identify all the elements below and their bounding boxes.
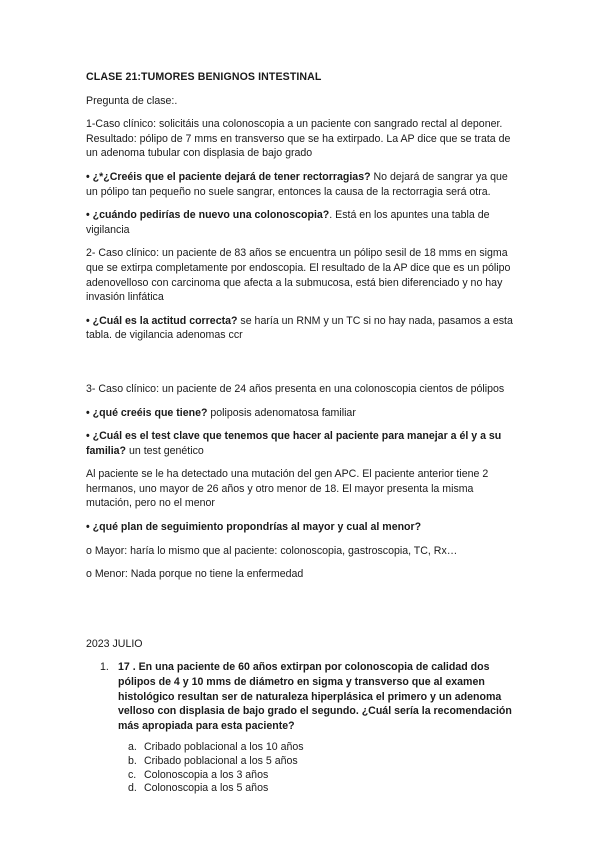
case1-question-2 [86, 208, 516, 237]
case2-q1-answer: se haría un RNM y un TC si no hay nada, pasamos a esta tabla. de vigilancia adenomas ccr [86, 314, 513, 342]
option-letter: b. [128, 755, 137, 767]
option-letter: a. [128, 741, 137, 754]
case3-menor: o Menor: Nada porque no tiene la enfermedad [86, 568, 304, 581]
option-text: Cribado poblacional a los 10 años [144, 741, 304, 754]
case2-text: 2- Caso clínico: un paciente de 83 años se encuentra un pólipo sesil de 18 mms en sigma que se extirpa completamente por endoscopia. El resultado de la AP dice que es un pólipo adenovelloso con carcinoma que afecta a la submucosa, está bien diferenciado y no hay invasión linfática [86, 247, 511, 304]
exam-question-number: 1. [100, 661, 109, 674]
document-content [86, 70, 516, 796]
answer-option [118, 755, 516, 769]
case3-q2-answer: un test genético [126, 444, 204, 457]
case3-question-1 [86, 406, 516, 421]
option-text: Colonoscopia a los 3 años [144, 768, 269, 781]
document-title: CLASE 21:TUMORES BENIGNOS INTESTINAL [86, 71, 322, 83]
answer-option [118, 782, 516, 796]
exam-label: 2023 JULIO [86, 637, 143, 650]
case1-q1-bold: • ¿*¿Creéis que el paciente dejará de tener rectorragias? [86, 170, 371, 183]
exam-question-text: 17 . En una paciente de 60 años extirpan por colonoscopia de calidad dos pólipos de 4 y 10 mms de diámetro en sigma y transverso que al examen histológico resultan ser de naturaleza hiperplásica el primero y un adenoma velloso con displasia de bajo grado el segundo. ¿Cuál sería la recomendación más apropiada para esta paciente? [118, 661, 512, 732]
case2-question-1 [86, 314, 516, 343]
answer-options [118, 741, 516, 795]
spacer [86, 591, 516, 637]
answer-option [118, 741, 516, 755]
case3-q3-bold: • ¿qué plan de seguimiento propondrías al mayor y cual al menor? [86, 521, 422, 534]
case3-q1-bold: • ¿qué creéis que tiene? [86, 406, 208, 419]
case3-detail: Al paciente se le ha detectado una mutación del gen APC. El paciente anterior tiene 2 hermanos, uno mayor de 26 años y otro menor de 18. El mayor presenta la misma mutación, pero no el menor [86, 468, 489, 510]
exam-question [86, 660, 516, 795]
intro-text: Pregunta de clase:. [86, 94, 178, 107]
case3-question-3 [86, 520, 516, 535]
case1-q2-bold: • ¿cuándo pedirías de nuevo una colonoscopia? [86, 209, 330, 222]
option-text: Cribado poblacional a los 5 años [144, 755, 298, 767]
spacer [86, 352, 516, 382]
case1-q2-answer: . Está en los apuntes una tabla de vigilancia [86, 209, 490, 236]
case3-text: 3- Caso clínico: un paciente de 24 años presenta en una colonoscopia cientos de pólipos [86, 382, 505, 395]
case1-text: 1-Caso clínico: solicitáis una colonoscopia a un paciente con sangrado rectal al deponer. Resultado: pólipo de 7 mms en transverso que se ha extirpado. La AP dice que se trata de un adenoma tubular con displasia de bajo grado [86, 118, 511, 160]
case2-q1-bold: • ¿Cuál es la actitud correcta? [86, 314, 238, 327]
case3-question-2 [86, 429, 516, 458]
case1-q1-answer: No dejará de sangrar ya que un pólipo tan pequeño no suele sangrar, entonces la causa de la rectorragia será otra. [86, 170, 508, 198]
answer-option [118, 769, 516, 783]
option-letter: c. [128, 768, 137, 781]
option-letter: d. [128, 782, 137, 795]
case3-q2-bold: • ¿Cuál es el test clave que tenemos que hacer al paciente para manejar a él y a su familia? [86, 430, 502, 457]
case1-question-1 [86, 170, 516, 199]
case3-mayor: o Mayor: haría lo mismo que al paciente: colonoscopia, gastroscopia, TC, Rx… [86, 544, 458, 557]
case3-q1-answer: poliposis adenomatosa familiar [207, 406, 356, 419]
option-text: Colonoscopia a los 5 años [144, 782, 269, 795]
